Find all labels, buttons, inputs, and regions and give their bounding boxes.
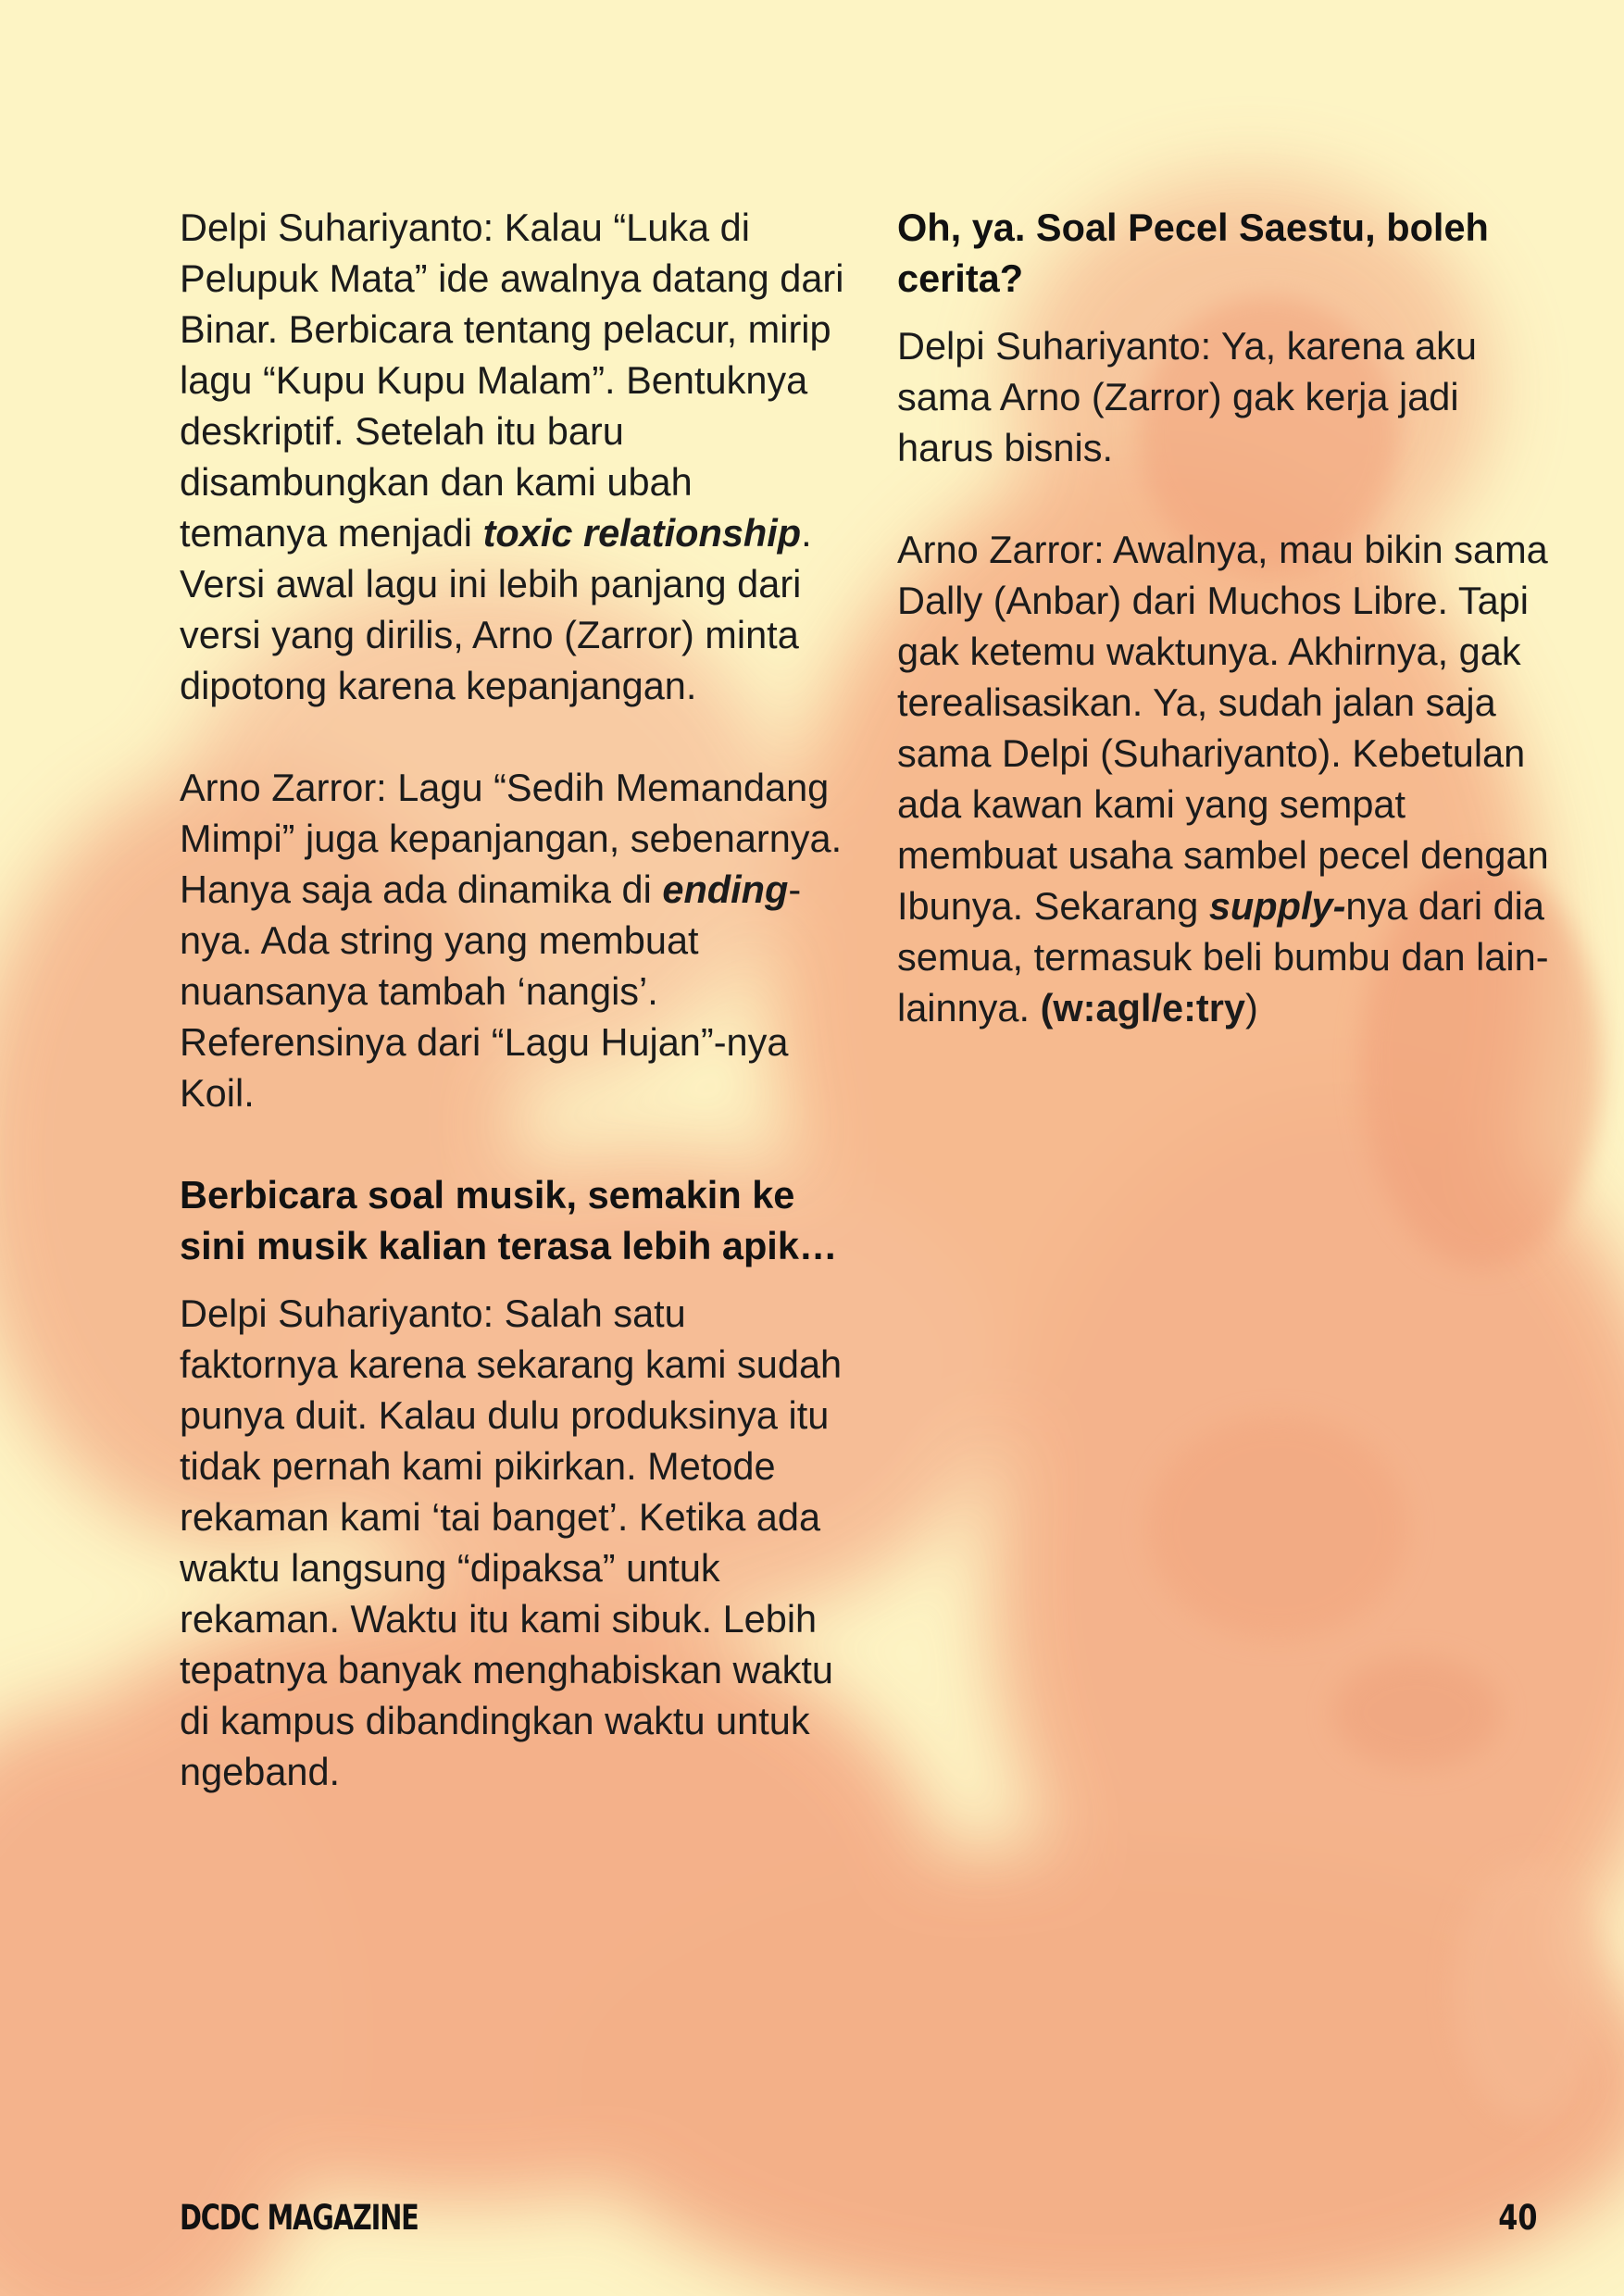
paragraph: Delpi Suhariyanto: Ya, karena aku sama Arno (Zarror) gak kerja jadi harus bisnis. bbox=[897, 324, 1477, 469]
author-credit: (w:agl/e:try bbox=[1040, 986, 1245, 1029]
magazine-name: DCDC MAGAZINE bbox=[180, 2198, 418, 2238]
emphasis-text: toxic relationship bbox=[482, 511, 802, 555]
paragraph-text: -nya. Ada string yang membuat nuansanya tambah ‘nangis’. Referensinya dari “Lagu Hujan”-nya Koil. bbox=[180, 867, 802, 1115]
paragraph-text: Arno Zarror: Lagu “Sedih Memandang Mimpi” juga kepanjangan, sebenarnya. Hanya saja ada dinamika di bbox=[180, 766, 843, 911]
emphasis-text: ending bbox=[662, 867, 789, 911]
paragraph-text: Arno Zarror: Awalnya, mau bikin sama Dally (Anbar) dari Muchos Libre. Tapi gak ketemu waktunya. Akhirnya, gak terealisasikan. Ya, sudah jalan saja sama Delpi (Suhariyanto). Kebetulan ada kawan kami yang sempat membuat usaha sambel pecel dengan Ibunya. Sekarang bbox=[897, 528, 1549, 928]
page-number: 40 bbox=[1497, 2198, 1537, 2238]
interview-question: Oh, ya. Soal Pecel Saestu, boleh cerita? bbox=[897, 206, 1489, 300]
right-column bbox=[897, 202, 1564, 1084]
paragraph bbox=[180, 202, 846, 711]
emphasis-text: supply- bbox=[1208, 884, 1346, 928]
paragraph-text: . Versi awal lagu ini lebih panjang dari versi yang dirilis, Arno (Zarror) minta dipotong karena kepanjangan. bbox=[180, 511, 812, 707]
paragraph-text: nya dari dia semua, termasuk beli bumbu dan lain-lainnya. bbox=[897, 884, 1549, 1029]
interview-question: Berbicara soal musik, semakin ke sini musik kalian terasa lebih apik… bbox=[180, 1173, 838, 1267]
paragraph bbox=[180, 762, 846, 1118]
left-column bbox=[180, 202, 846, 1848]
paragraph bbox=[897, 524, 1564, 1033]
paragraph-text: ) bbox=[1244, 986, 1258, 1029]
paragraph: Delpi Suhariyanto: Salah satu faktornya karena sekarang kami sudah punya duit. Kalau dulu produksinya itu tidak pernah kami pikirkan. Metode rekaman kami ‘tai banget’. Ketika ada waktu langsung “dipaksa” untuk rekaman. Waktu itu kami sibuk. Lebih tepatnya banyak menghabiskan waktu di kampus dibandingkan waktu untuk ngeband. bbox=[180, 1292, 843, 1793]
paragraph-text: Delpi Suhariyanto: Kalau “Luka di Pelupuk Mata” ide awalnya datang dari Binar. Berbicara tentang pelacur, mirip lagu “Kupu Kupu Malam”. Bentuknya deskriptif. Setelah itu baru disambungkan dan kami ubah temanya menjadi bbox=[180, 206, 844, 555]
